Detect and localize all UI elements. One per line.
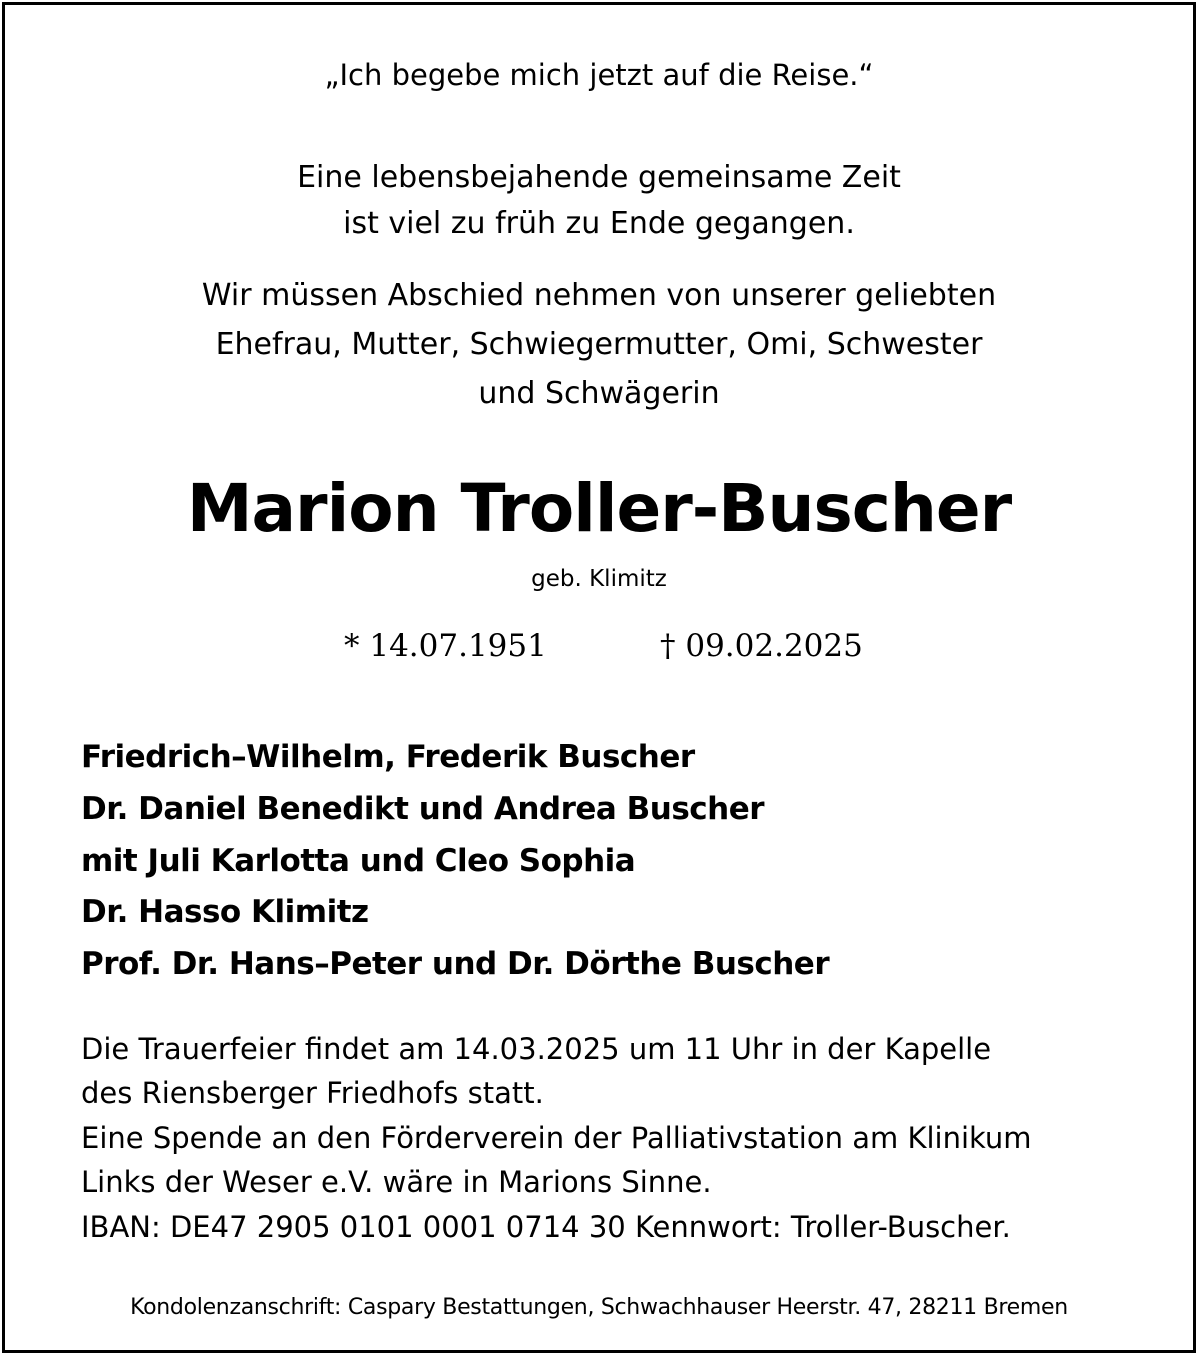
lead-line-1: Eine lebensbejahende gemeinsame Zeit	[297, 160, 901, 195]
motto-quote: „Ich begebe mich jetzt auf die Reise.“	[324, 58, 874, 92]
service-info-line-2: des Riensberger Friedhofs statt.	[81, 1076, 544, 1110]
service-info-line-1: Die Trauerfeier findet am 14.03.2025 um 11 Uhr in der Kapelle	[81, 1032, 992, 1066]
condolence-address: Kondolenzanschrift: Caspary Bestattungen, Schwachhauser Heerstr. 47, 28211 Bremen	[130, 1295, 1068, 1320]
birth-name: geb. Klimitz	[531, 566, 667, 592]
iban-line: IBAN: DE47 2905 0101 0001 0714 30 Kennwort: Troller-Buscher.	[81, 1210, 1011, 1244]
family-line-3: mit Juli Karlotta und Cleo Sophia	[81, 843, 636, 879]
family-line-2: Dr. Daniel Benedikt und Andrea Buscher	[81, 791, 765, 827]
donation-info-line-1: Eine Spende an den Förderverein der Palliativstation am Klinikum	[81, 1121, 1032, 1155]
donation-info-line-2: Links der Weser e.V. wäre in Marions Sinne.	[81, 1165, 712, 1199]
birth-date: * 14.07.1951	[344, 628, 547, 664]
farewell-line-2: Ehefrau, Mutter, Schwiegermutter, Omi, Schwester	[215, 327, 983, 362]
farewell-line-3: und Schwägerin	[478, 376, 720, 411]
lead-line-2: ist viel zu früh zu Ende gegangen.	[343, 206, 855, 241]
family-line-1: Friedrich–Wilhelm, Frederik Buscher	[81, 739, 695, 775]
deceased-name: Marion Troller-Buscher	[186, 470, 1012, 547]
obituary-notice	[2, 2, 1196, 1353]
family-line-4: Dr. Hasso Klimitz	[81, 894, 369, 930]
death-date: † 09.02.2025	[660, 628, 863, 664]
farewell-line-1: Wir müssen Abschied nehmen von unserer geliebten	[201, 278, 997, 313]
family-line-5: Prof. Dr. Hans–Peter und Dr. Dörthe Buscher	[81, 946, 830, 982]
